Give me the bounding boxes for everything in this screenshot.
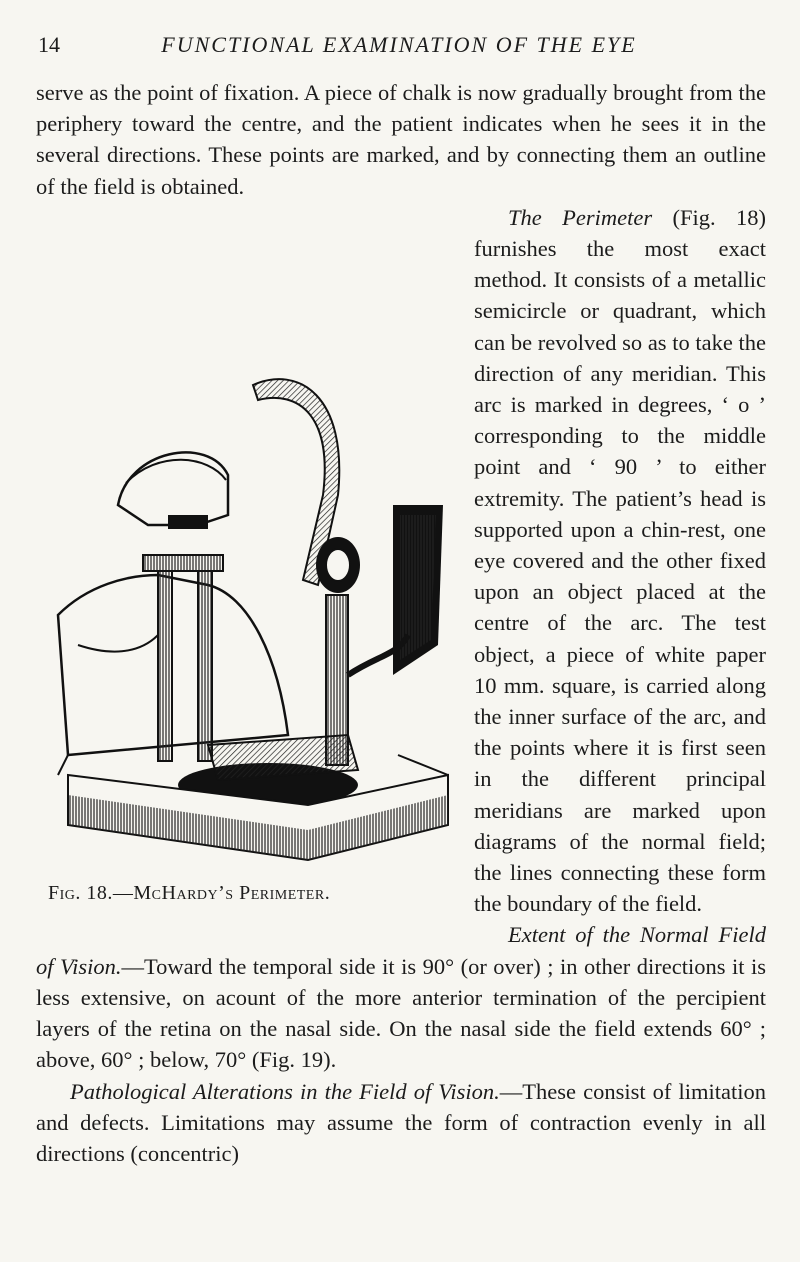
running-title: FUNCTIONAL EXAMINATION OF THE EYE: [161, 32, 637, 57]
paragraph-4-text: —These consist of limitation and defects. Limitations may assume the form of contraction evenly in all directions (concentric): [36, 1078, 766, 1166]
paragraph-2-title: The Perimeter: [508, 204, 653, 230]
paragraph-3-text: —Toward the temporal side it is 90° (or over) ; in other directions it is less extensive, on acount of the more anterior termination of the percipient layers of the retina on the nasal side. On the nasal side the field extends 60° ; above, 60° ; below, 70° (Fig. 19).: [36, 953, 766, 1073]
page-header: [38, 32, 760, 64]
paragraph-1: serve as the point of fixation. A piece of chalk is now gradually brought from the periphery toward the centre, and the patient indicates when he sees it in the several directions. These points are marked, and by connecting them an outline of the field is obtained.: [36, 80, 766, 199]
paragraph-3-title: Extent of the Normal Field of Vision.: [36, 922, 766, 979]
paragraph-4-title: Pathological Alterations in the Field of Vision.: [70, 1078, 500, 1104]
figure-18: [38, 355, 458, 915]
paragraph-2-text: (Fig. 18) furnishes the most exact method. It consists of a metallic semicircle or quadrant, which can be revolved so as to take the direction of any meridian. This arc is marked in degrees, ‘ o ’ corresponding to the middle point and ‘ 90 ’ to either extremity. The patient’s head is supported upon a chin-rest, one eye covered and the other fixed upon an object placed at the centre of the arc. The test object, a piece of white paper 10 mm. square, is carried along the inner surface of the arc, and the points where it is first seen in the different principal meridians are marked upon diagrams of the normal field; the lines connecting these form the boundary of the field.: [474, 204, 767, 917]
paragraph-4: [36, 1076, 766, 1170]
perimeter-illustration: [48, 355, 458, 885]
page-number: 14: [38, 32, 60, 57]
figure-caption: Fig. 18.—McHardy’s Perimeter.: [48, 882, 331, 904]
